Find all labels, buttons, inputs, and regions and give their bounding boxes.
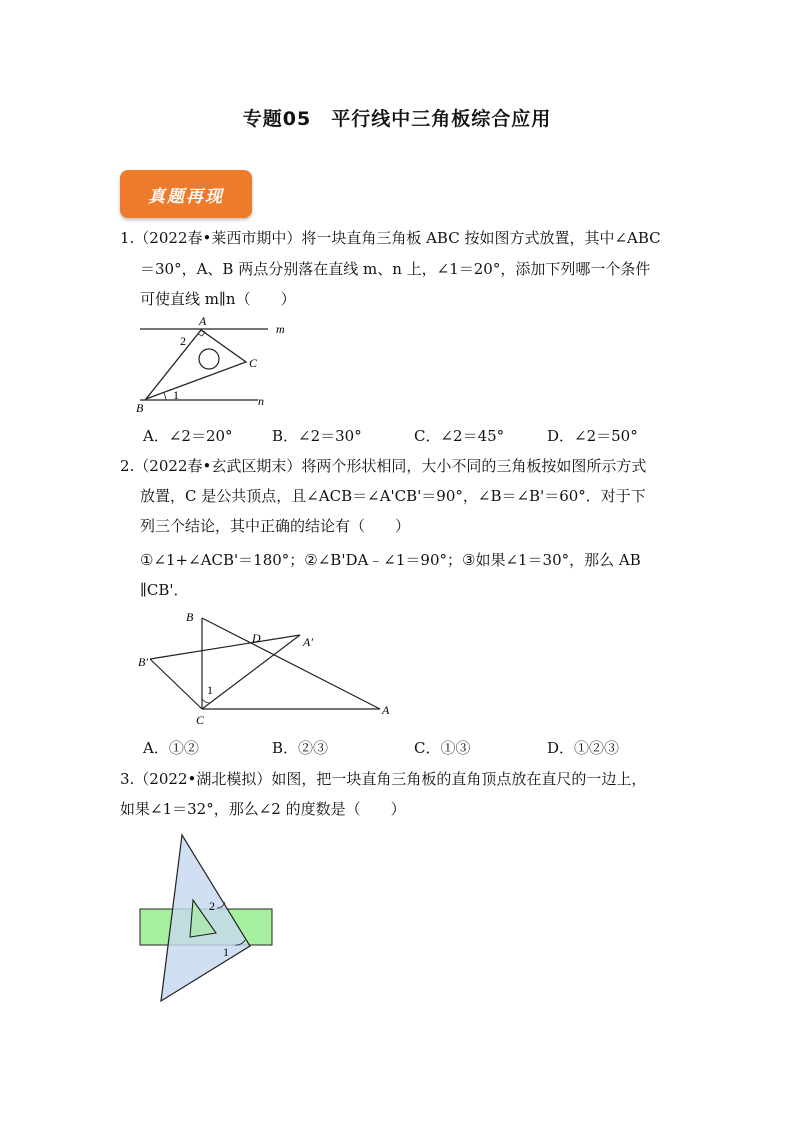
triangle-hole	[199, 349, 219, 369]
label-b-prime: B′	[138, 655, 148, 669]
label-a-prime: A′	[303, 635, 313, 649]
q1-option-b[interactable]: B．∠2＝30°	[272, 427, 362, 445]
segment-ab	[202, 618, 380, 709]
q1-line-2: ＝30°，A、B 两点分别落在直线 m、n 上，∠1＝20°，添加下列哪一个条件	[140, 260, 651, 278]
q3-line-2: 如果∠1＝32°，那么∠2 的度数是（ ）	[120, 800, 406, 818]
label-angle-1: 1	[223, 945, 229, 959]
q2-line-3: 列三个结论，其中正确的结论有（ ）	[140, 517, 411, 535]
q2-line-4: ①∠1+∠ACB'＝180°；②∠B'DA﹣∠1＝90°；③如果∠1＝30°，那么 AB	[140, 551, 641, 569]
q1-line-1: 1.（2022春•莱西市期中）将一块直角三角板 ABC 按如图方式放置，其中∠ABC	[120, 229, 661, 247]
label-n: n	[258, 394, 264, 408]
q1-option-a[interactable]: A．∠2＝20°	[143, 427, 233, 445]
q2-line-2: 放置，C 是公共顶点，且∠ACB＝∠A'CB'＝90°，∠B＝∠B'＝60°．对于下	[140, 487, 646, 505]
q2-option-b[interactable]: B．②③	[272, 739, 329, 757]
q1-option-c[interactable]: C．∠2＝45°	[414, 427, 505, 445]
label-a: A	[382, 703, 390, 717]
q2-line-1: 2.（2022春•玄武区期末）将两个形状相同，大小不同的三角板按如图所示方式	[120, 457, 647, 475]
q2-option-a[interactable]: A．①②	[143, 739, 199, 757]
q3-figure	[135, 828, 280, 1006]
label-c: C	[196, 713, 205, 727]
label-d: D	[252, 631, 261, 645]
q2-line-5: ∥CB'．	[140, 581, 189, 599]
label-c: C	[249, 356, 258, 370]
segment-cap	[202, 635, 300, 709]
q3-line-1: 3.（2022•湖北模拟）如图，把一块直角三角板的直角顶点放在直尺的一边上，	[120, 770, 647, 788]
segment-cbp	[150, 659, 202, 709]
q2-option-d[interactable]: D．①②③	[547, 739, 620, 757]
label-angle-1: 1	[173, 388, 179, 402]
page-title: 专题05 平行线中三角板综合应用	[242, 108, 552, 130]
label-m: m	[276, 322, 285, 336]
q1-line-3: 可使直线 m∥n（ ）	[140, 290, 296, 308]
q1-option-d[interactable]: D．∠2＝50°	[547, 427, 638, 445]
label-angle-2: 2	[180, 334, 186, 348]
segment-bpap	[150, 635, 300, 659]
q2-figure	[130, 604, 400, 732]
section-badge: 真题再现	[120, 170, 252, 218]
label-angle-1: 1	[207, 683, 213, 697]
label-a: A	[199, 314, 207, 328]
q2-option-c[interactable]: C．①③	[414, 739, 471, 757]
angle-1-arc	[202, 699, 210, 703]
q1-figure	[130, 312, 290, 416]
label-b: B	[186, 610, 194, 624]
triangle-abc	[146, 330, 246, 399]
label-angle-2: 2	[209, 899, 215, 913]
angle-1-arc	[164, 393, 166, 400]
label-b: B	[136, 401, 144, 415]
